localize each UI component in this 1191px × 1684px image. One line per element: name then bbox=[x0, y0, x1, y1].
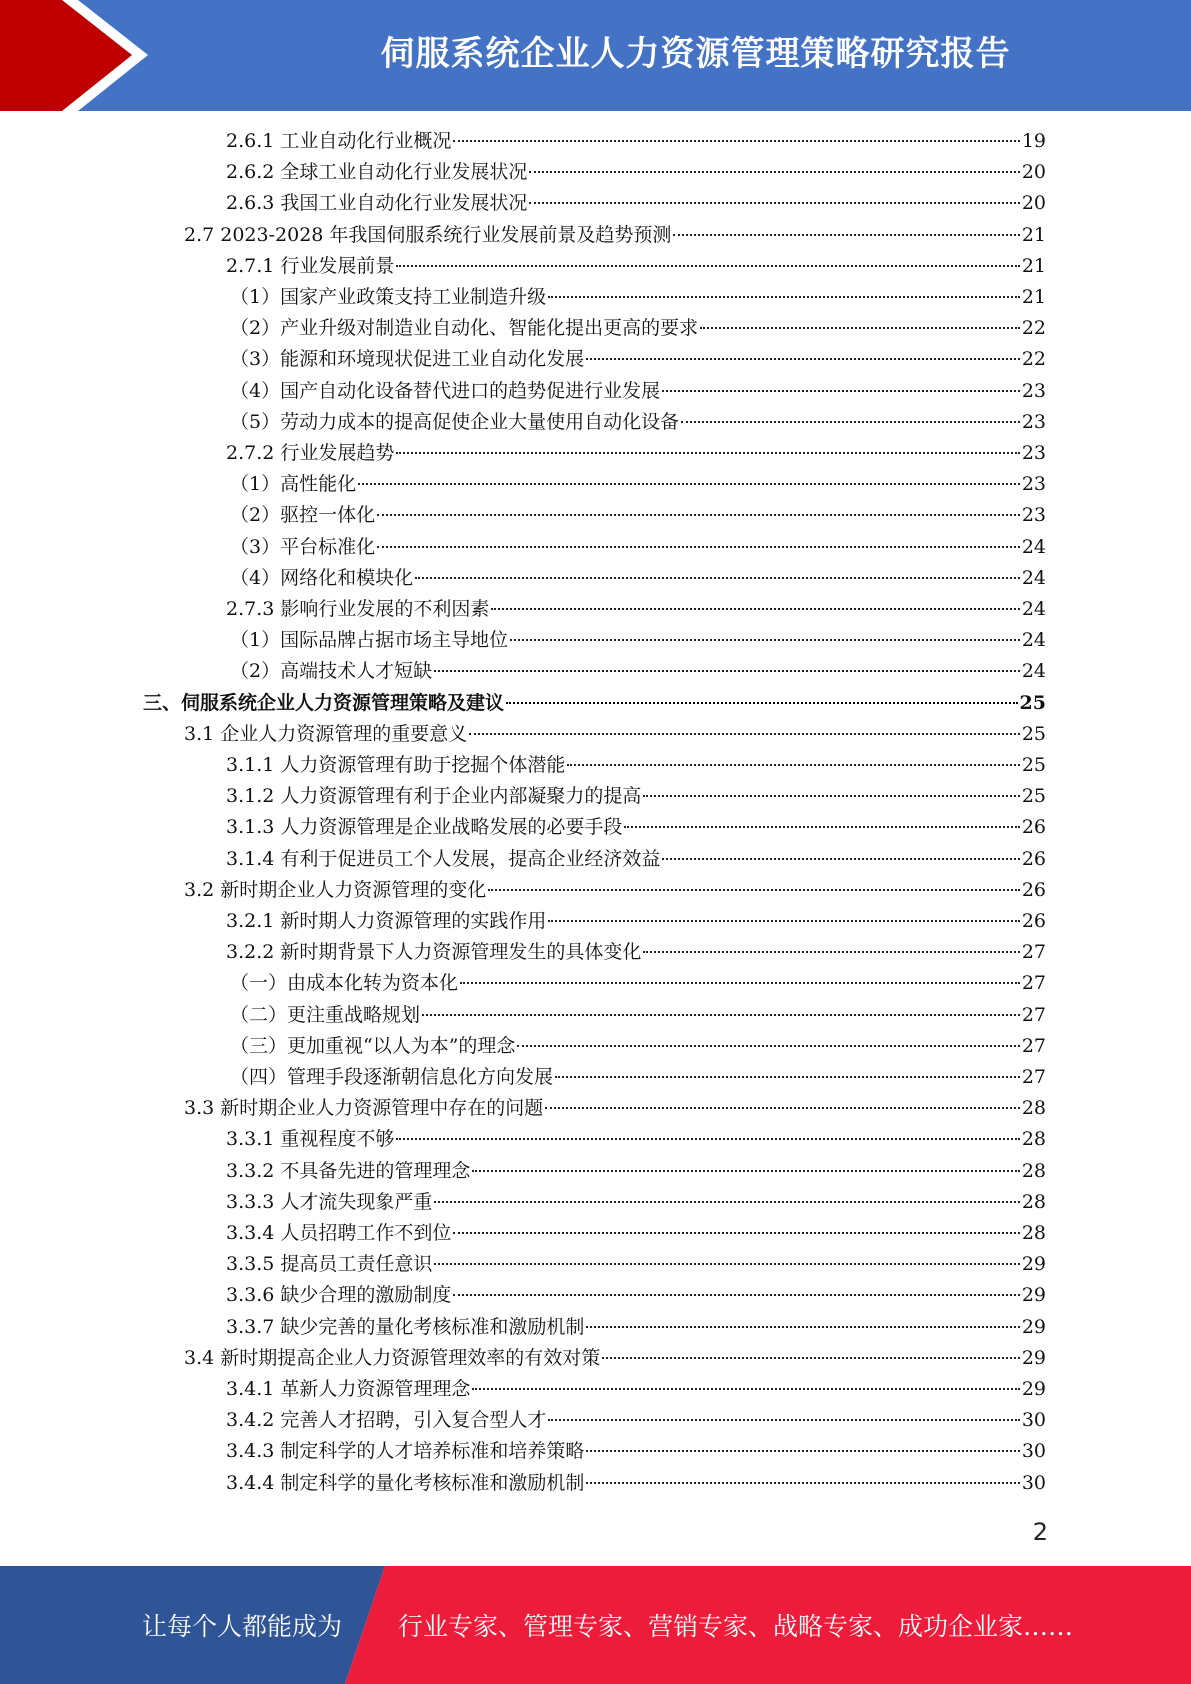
toc-entry-label: 3.2.2 新时期背景下人力资源管理发生的具体变化 bbox=[226, 941, 642, 964]
toc-entry-label: 3.1 企业人力资源管理的重要意义 bbox=[184, 722, 468, 745]
toc-leader-dots bbox=[472, 1388, 1019, 1390]
toc-entry[interactable] bbox=[226, 1405, 1046, 1436]
toc-entry[interactable] bbox=[226, 750, 1046, 781]
toc-entry-page: 29 bbox=[1021, 1378, 1046, 1400]
toc-entry-page: 23 bbox=[1021, 504, 1046, 527]
toc-entry[interactable] bbox=[230, 282, 1046, 313]
toc-leader-dots bbox=[434, 670, 1020, 672]
toc-leader-dots bbox=[517, 1045, 1019, 1047]
toc-entry[interactable] bbox=[230, 469, 1046, 500]
toc-leader-dots bbox=[472, 1170, 1019, 1172]
toc-entry-label: 3.3 新时期企业人力资源管理中存在的问题 bbox=[184, 1097, 544, 1120]
toc-leader-dots bbox=[358, 483, 1020, 485]
toc-entry-label: （四）管理手段逐渐朝信息化方向发展 bbox=[230, 1066, 554, 1088]
toc-entry-label: （一）由成本化转为资本化 bbox=[230, 972, 459, 995]
toc-entry-label: （3）平台标准化 bbox=[230, 535, 376, 558]
toc-entry-page: 25 bbox=[1021, 722, 1046, 745]
toc-leader-dots bbox=[602, 1357, 1020, 1359]
toc-entry-label: 3.1.2 人力资源管理有利于企业内部凝聚力的提高 bbox=[226, 785, 642, 808]
toc-leader-dots bbox=[586, 358, 1020, 360]
toc-entry-page: 23 bbox=[1021, 410, 1046, 433]
toc-entry-page: 24 bbox=[1021, 629, 1046, 652]
toc-entry-page: 24 bbox=[1021, 660, 1046, 683]
toc-entry[interactable] bbox=[226, 906, 1046, 937]
red-chevron-logo bbox=[0, 0, 160, 111]
toc-entry-label: （二）更注重战略规划 bbox=[230, 1003, 421, 1026]
toc-entry-page: 20 bbox=[1021, 161, 1046, 184]
toc-entry[interactable] bbox=[226, 1124, 1046, 1155]
toc-entry[interactable] bbox=[226, 844, 1046, 875]
toc-leader-dots bbox=[567, 764, 1019, 766]
toc-entry-page: 27 bbox=[1021, 972, 1046, 995]
toc-entry-label: 3.3.3 人才流失现象严重 bbox=[226, 1190, 433, 1213]
toc-entry-page: 27 bbox=[1021, 1003, 1046, 1026]
toc-entry[interactable] bbox=[230, 313, 1046, 344]
toc-entry-label: 3.4.2 完善人才招聘，引入复合型人才 bbox=[226, 1409, 547, 1432]
toc-entry[interactable] bbox=[226, 157, 1046, 188]
toc-leader-dots bbox=[510, 639, 1020, 641]
toc-leader-dots bbox=[529, 202, 1019, 204]
toc-leader-dots bbox=[469, 733, 1020, 735]
toc-leader-dots bbox=[488, 889, 1020, 891]
toc-leader-dots bbox=[396, 452, 1019, 454]
toc-leader-dots bbox=[555, 1076, 1020, 1078]
toc-entry-label: 3.3.1 重视程度不够 bbox=[226, 1128, 395, 1151]
toc-entry[interactable] bbox=[226, 438, 1046, 469]
toc-leader-dots bbox=[624, 826, 1019, 828]
footer-slogan-left: 让每个人都能成为 bbox=[142, 1612, 343, 1641]
toc-entry-page: 28 bbox=[1021, 1190, 1046, 1213]
toc-entry-label: 3.1.3 人力资源管理是企业战略发展的必要手段 bbox=[226, 816, 623, 839]
toc-entry-label: （2）驱控一体化 bbox=[230, 504, 376, 527]
toc-entry-label: 3.1.1 人力资源管理有助于挖掘个体潜能 bbox=[226, 754, 566, 776]
toc-entry-page: 23 bbox=[1021, 379, 1046, 402]
toc-leader-dots bbox=[548, 1419, 1019, 1421]
toc-entry[interactable] bbox=[226, 594, 1046, 625]
toc-leader-dots bbox=[548, 920, 1019, 922]
page-header bbox=[0, 0, 1191, 111]
toc-leader-dots bbox=[460, 982, 1020, 984]
toc-entry-label: （1）高性能化 bbox=[230, 473, 357, 496]
toc-entry-page: 24 bbox=[1021, 566, 1046, 589]
toc-entry-page: 20 bbox=[1021, 192, 1046, 215]
toc-entry-label: 3.4.4 制定科学的量化考核标准和激励机制 bbox=[226, 1471, 585, 1494]
toc-entry-label: （1）国家产业政策支持工业制造升级 bbox=[230, 286, 547, 308]
toc-leader-dots bbox=[700, 327, 1020, 329]
toc-entry-page: 21 bbox=[1021, 286, 1046, 308]
toc-entry-page: 24 bbox=[1021, 535, 1046, 558]
toc-entry[interactable] bbox=[184, 1343, 1046, 1374]
toc-entry[interactable] bbox=[226, 1374, 1046, 1405]
toc-entry-page: 30 bbox=[1021, 1471, 1046, 1494]
toc-entry[interactable] bbox=[184, 875, 1046, 906]
toc-entry[interactable] bbox=[226, 812, 1046, 843]
toc-entry-page: 28 bbox=[1021, 1128, 1046, 1151]
toc-entry-label: 3.4.1 革新人力资源管理理念 bbox=[226, 1378, 471, 1400]
toc-entry-page: 29 bbox=[1021, 1346, 1046, 1369]
toc-entry[interactable] bbox=[226, 1249, 1046, 1280]
page-number: 2 bbox=[1032, 1518, 1048, 1546]
toc-entry[interactable] bbox=[226, 126, 1046, 157]
toc-leader-dots bbox=[377, 514, 1020, 516]
footer-slogan-right: 行业专家、管理专家、营销专家、战略专家、成功企业家…… bbox=[398, 1612, 1074, 1641]
toc-entry-page: 24 bbox=[1021, 598, 1046, 620]
toc-entry-page: 29 bbox=[1021, 1253, 1046, 1276]
toc-entry[interactable] bbox=[230, 532, 1046, 563]
toc-leader-dots bbox=[586, 1326, 1019, 1328]
toc-entry-page: 27 bbox=[1021, 1034, 1046, 1057]
toc-entry-page: 26 bbox=[1021, 816, 1046, 839]
toc-entry-page: 30 bbox=[1021, 1409, 1046, 1432]
toc-entry[interactable] bbox=[226, 1312, 1046, 1343]
toc-entry[interactable] bbox=[230, 563, 1046, 594]
toc-entry-page: 21 bbox=[1021, 254, 1046, 277]
toc-entry-page: 28 bbox=[1021, 1097, 1046, 1120]
toc-entry-label: 2.7.1 行业发展前景 bbox=[226, 254, 395, 277]
toc-leader-dots bbox=[453, 140, 1019, 142]
toc-entry-page: 23 bbox=[1021, 442, 1046, 464]
toc-entry[interactable] bbox=[226, 1436, 1046, 1467]
toc-entry-label: 3.2.1 新时期人力资源管理的实践作用 bbox=[226, 910, 547, 932]
page-title: 伺服系统企业人力资源管理策略研究报告 bbox=[380, 34, 1011, 74]
toc-entry-label: 2.6.2 全球工业自动化行业发展状况 bbox=[226, 161, 528, 184]
toc-leader-dots bbox=[548, 296, 1020, 298]
toc-leader-dots bbox=[396, 265, 1019, 267]
toc-leader-dots bbox=[434, 1263, 1019, 1265]
toc-entry-page: 19 bbox=[1021, 130, 1046, 152]
toc-leader-dots bbox=[545, 1107, 1020, 1109]
toc-leader-dots bbox=[415, 577, 1020, 579]
toc-entry-page: 23 bbox=[1021, 473, 1046, 496]
toc-entry[interactable] bbox=[230, 500, 1046, 531]
toc-entry-page: 21 bbox=[1021, 223, 1046, 246]
toc-entry-label: 三、伺服系统企业人力资源管理策略及建议 bbox=[143, 691, 505, 714]
toc-entry[interactable] bbox=[226, 1280, 1046, 1311]
toc-leader-dots bbox=[586, 1482, 1019, 1484]
toc-leader-dots bbox=[506, 702, 1018, 704]
toc-entry[interactable] bbox=[230, 1031, 1046, 1062]
toc-entry-label: 3.3.5 提高员工责任意识 bbox=[226, 1253, 433, 1276]
toc-leader-dots bbox=[643, 951, 1019, 953]
toc-entry-label: 3.4 新时期提高企业人力资源管理效率的有效对策 bbox=[184, 1346, 601, 1369]
toc-leader-dots bbox=[673, 234, 1019, 236]
toc-entry[interactable] bbox=[230, 625, 1046, 656]
toc-entry[interactable] bbox=[226, 781, 1046, 812]
toc-entry[interactable] bbox=[230, 656, 1046, 687]
toc-entry[interactable] bbox=[184, 1093, 1046, 1124]
toc-leader-dots bbox=[681, 421, 1020, 423]
toc-entry-label: 2.6.3 我国工业自动化行业发展状况 bbox=[226, 192, 528, 215]
toc-leader-dots bbox=[491, 608, 1019, 610]
toc-entry-page: 22 bbox=[1021, 348, 1046, 371]
toc-entry-label: 2.6.1 工业自动化行业概况 bbox=[226, 130, 452, 152]
toc-entry[interactable] bbox=[230, 407, 1046, 438]
toc-entry[interactable] bbox=[226, 251, 1046, 282]
toc-entry-label: 2.7.3 影响行业发展的不利因素 bbox=[226, 598, 490, 620]
toc-entry-label: 3.3.7 缺少完善的量化考核标准和激励机制 bbox=[226, 1315, 585, 1338]
toc-entry-page: 22 bbox=[1021, 317, 1046, 340]
toc-entry-page: 26 bbox=[1021, 910, 1046, 932]
toc-entry-page: 29 bbox=[1021, 1315, 1046, 1338]
toc-entry-label: （1）国际品牌占据市场主导地位 bbox=[230, 629, 509, 652]
toc-entry-page: 25 bbox=[1021, 785, 1046, 808]
toc-entry-label: （3）能源和环境现状促进工业自动化发展 bbox=[230, 348, 585, 371]
toc-entry[interactable] bbox=[230, 344, 1046, 375]
toc-leader-dots bbox=[662, 858, 1019, 860]
page-footer bbox=[0, 1566, 1191, 1684]
toc-leader-dots bbox=[586, 1450, 1019, 1452]
toc-leader-dots bbox=[453, 1232, 1019, 1234]
toc-entry-label: 3.3.2 不具备先进的管理理念 bbox=[226, 1159, 471, 1182]
toc-entry[interactable] bbox=[143, 688, 1046, 719]
toc-entry[interactable] bbox=[226, 1468, 1046, 1499]
toc-entry-page: 25 bbox=[1019, 691, 1046, 714]
toc-leader-dots bbox=[396, 1138, 1019, 1140]
toc-entry-page: 25 bbox=[1021, 754, 1046, 776]
toc-entry[interactable] bbox=[230, 376, 1046, 407]
toc-entry[interactable] bbox=[184, 220, 1046, 251]
toc-entry-label: （2）产业升级对制造业自动化、智能化提出更高的要求 bbox=[230, 317, 699, 340]
toc-leader-dots bbox=[643, 795, 1019, 797]
toc-entry-label: （三）更加重视“以人为本”的理念 bbox=[230, 1034, 516, 1057]
toc-entry-label: （2）高端技术人才短缺 bbox=[230, 660, 433, 683]
toc-leader-dots bbox=[453, 1294, 1019, 1296]
toc-entry-page: 30 bbox=[1021, 1440, 1046, 1463]
toc-entry-page: 26 bbox=[1021, 847, 1046, 870]
toc-entry-page: 27 bbox=[1021, 941, 1046, 964]
toc-entry-label: （5）劳动力成本的提高促使企业大量使用自动化设备 bbox=[230, 410, 680, 433]
toc-entry-label: 2.7.2 行业发展趋势 bbox=[226, 442, 395, 464]
toc-entry-page: 26 bbox=[1021, 878, 1046, 901]
toc-entry-page: 29 bbox=[1021, 1284, 1046, 1307]
toc-entry-label: （4）网络化和模块化 bbox=[230, 566, 414, 589]
toc-entry-page: 27 bbox=[1021, 1066, 1046, 1088]
toc-leader-dots bbox=[434, 1201, 1019, 1203]
toc-entry[interactable] bbox=[226, 188, 1046, 219]
toc-leader-dots bbox=[662, 390, 1020, 392]
toc-entry-label: （4）国产自动化设备替代进口的趋势促进行业发展 bbox=[230, 379, 661, 402]
toc-entry[interactable] bbox=[226, 1187, 1046, 1218]
toc-entry[interactable] bbox=[226, 937, 1046, 968]
toc-entry[interactable] bbox=[184, 719, 1046, 750]
toc-entry[interactable] bbox=[230, 1062, 1046, 1093]
toc-entry-page: 28 bbox=[1021, 1222, 1046, 1244]
toc-leader-dots bbox=[529, 171, 1019, 173]
toc-entry[interactable] bbox=[226, 1156, 1046, 1187]
toc-leader-dots bbox=[377, 546, 1020, 548]
toc-entry-label: 3.1.4 有利于促进员工个人发展，提高企业经济效益 bbox=[226, 847, 661, 870]
toc-entry[interactable] bbox=[230, 1000, 1046, 1031]
toc-entry[interactable] bbox=[226, 1218, 1046, 1249]
toc-entry-label: 3.3.4 人员招聘工作不到位 bbox=[226, 1222, 452, 1244]
toc-leader-dots bbox=[422, 1014, 1020, 1016]
toc-entry-label: 3.3.6 缺少合理的激励制度 bbox=[226, 1284, 452, 1307]
toc-entry-label: 2.7 2023-2028 年我国伺服系统行业发展前景及趋势预测 bbox=[184, 223, 672, 246]
toc-entry-label: 3.4.3 制定科学的人才培养标准和培养策略 bbox=[226, 1440, 585, 1463]
toc-entry-page: 28 bbox=[1021, 1159, 1046, 1182]
toc-entry-label: 3.2 新时期企业人力资源管理的变化 bbox=[184, 878, 487, 901]
toc-entry[interactable] bbox=[230, 968, 1046, 999]
